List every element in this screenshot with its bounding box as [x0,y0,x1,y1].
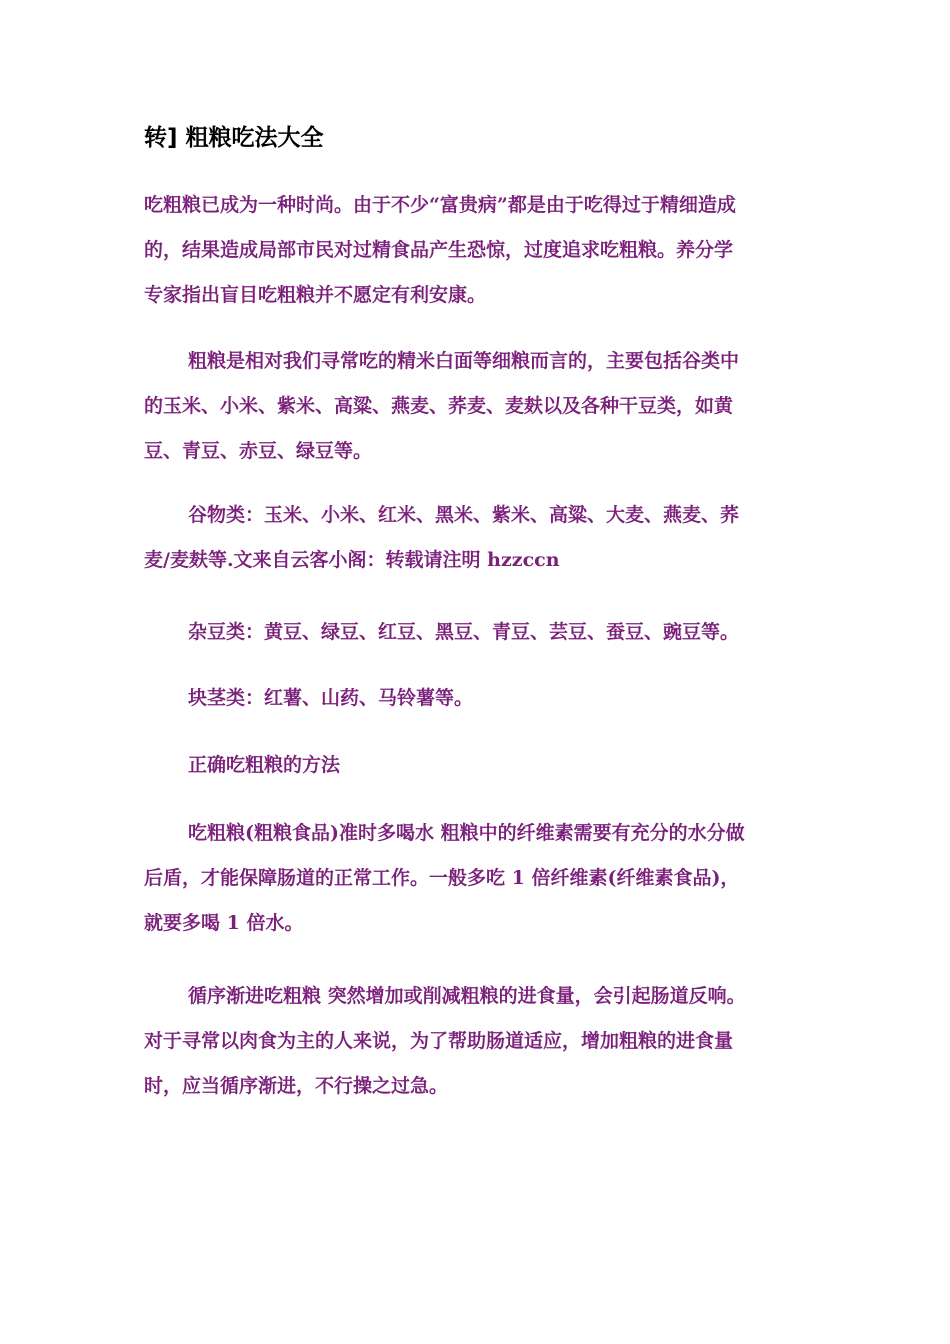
paragraph-line: 谷物类：玉米、小米、红米、黑米、紫米、高粱、大麦、燕麦、荞 [188,504,740,526]
paragraph-water [144,811,745,946]
paragraph-beans [144,610,739,655]
paragraph-line: 正确吃粗粮的方法 [188,754,341,776]
paragraph-line: 豆、青豆、赤豆、绿豆等。 [144,440,373,462]
paragraph-line: 杂豆类：黄豆、绿豆、红豆、黑豆、青豆、芸豆、蚕豆、豌豆等。 [188,621,740,643]
paragraph-line: 时，应当循序渐进，不行操之过急。 [144,1075,449,1097]
paragraph-line: 就要多喝 1 倍水。 [144,912,304,934]
paragraph-gradual [144,974,746,1109]
paragraph-line: 循序渐进吃粗粮 突然增加或削减粗粮的进食量，会引起肠道反响。 [188,985,746,1007]
paragraph-line: 麦/麦麸等.文来自云客小阁：转载请注明 hzzccn [144,549,560,571]
paragraph-definition [144,339,739,474]
paragraph-line: 的玉米、小米、紫米、高粱、燕麦、荞麦、麦麸以及各种干豆类，如黄 [144,395,734,417]
paragraph-line: 专家指出盲目吃粗粮并不愿定有利安康。 [144,284,487,306]
paragraph-tubers [144,676,473,721]
paragraph-line: 吃粗粮已成为一种时尚。由于不少“富贵病”都是由于吃得过于精细造成 [144,194,736,216]
paragraph-grains [144,493,739,583]
paragraph-line: 对于寻常以肉食为主的人来说，为了帮助肠道适应，增加粗粮的进食量 [144,1030,734,1052]
paragraph-line: 块茎类：红薯、山药、马铃薯等。 [188,687,474,709]
paragraph-line: 粗粮是相对我们寻常吃的精米白面等细粮而言的，主要包括谷类中 [188,350,740,372]
paragraph-line: 吃粗粮(粗粮食品)准时多喝水 粗粮中的纤维素需要有充分的水分做 [188,822,745,844]
paragraph-line: 的，结果造成局部市民对过精食品产生恐惊，过度追求吃粗粮。养分学 [144,239,734,261]
paragraph-line: 后盾，才能保障肠道的正常工作。一般多吃 1 倍纤维素(纤维素食品)， [144,867,740,889]
paragraph-intro [144,183,736,318]
page-title: 转] 粗粮吃法大全 [144,125,324,151]
section-heading-method [144,743,340,788]
